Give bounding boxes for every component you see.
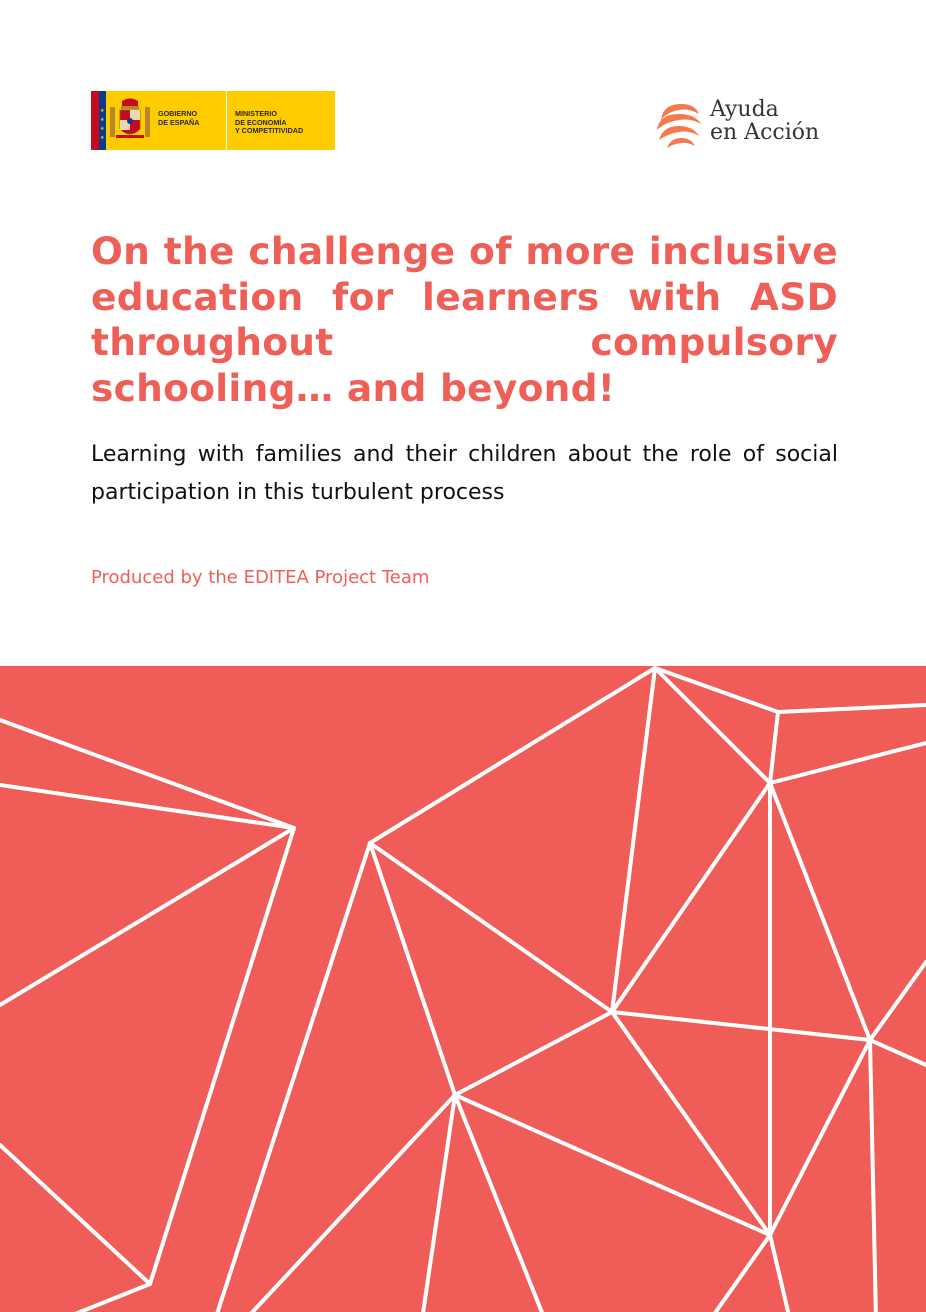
decorative-geometric-band (0, 666, 926, 1312)
ministry-name: MINISTERIO DE ECONOMÍA Y COMPETITIVIDAD (235, 109, 304, 135)
eu-stars-icon: ★ ★ ★ ★ (100, 108, 105, 141)
flower-mark-icon (655, 100, 705, 150)
coat-of-arms-icon (108, 97, 152, 144)
flag-stripe-red (91, 91, 99, 150)
government-name: GOBIERNO DE ESPAÑA (158, 109, 200, 127)
geometric-lines-pattern (0, 666, 926, 1312)
document-title: On the challenge of more inclusive education for learners with ASD throughout compulsory schooling… and beyond! (91, 229, 838, 410)
document-credit: Produced by the EDITEA Project Team (91, 567, 430, 588)
spanish-government-logo (91, 91, 335, 150)
ayuda-en-accion-logo (655, 98, 840, 152)
logo-divider (226, 91, 227, 150)
document-subtitle: Learning with families and their children about the role of social participation in this turbulent process (91, 442, 838, 505)
ayuda-en-accion-wordmark: Ayuda en Acción (710, 97, 820, 145)
